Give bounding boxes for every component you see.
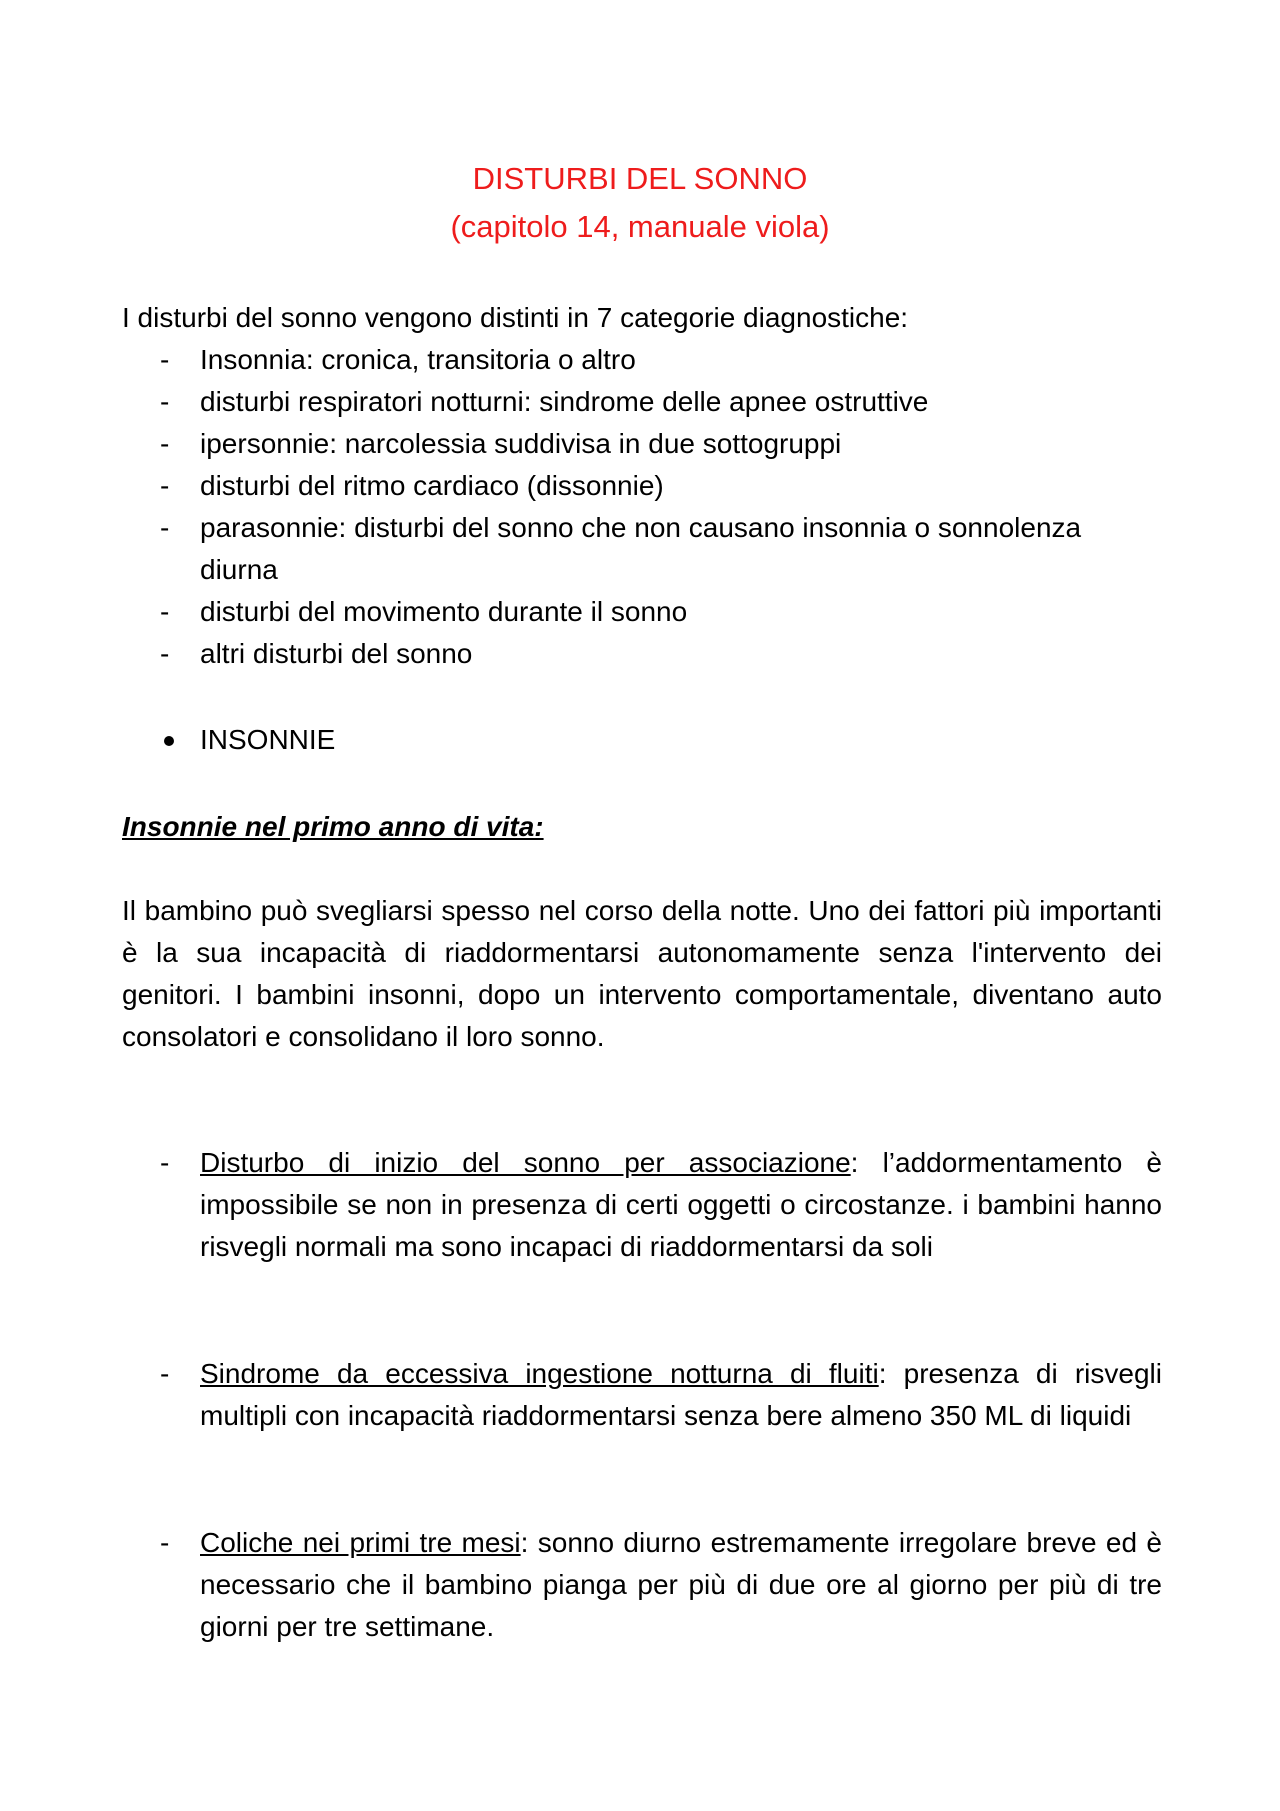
list-item: - disturbi respiratori notturni: sindrome delle apnee ostruttive — [122, 381, 1162, 423]
bullet-label: INSONNIE — [200, 724, 336, 755]
list-item: - parasonnie: disturbi del sonno che non causano insonnia o sonnolenza diurna — [122, 507, 1162, 591]
body-paragraph: Il bambino può svegliarsi spesso nel corso della notte. Uno dei fattori più importanti è la sua incapacità di riaddormentarsi autonomamente senza l'intervento dei genitori. I bambini insonni, dopo un intervento comportamentale, diventano auto consolatori e consolidano il loro sonno. — [122, 895, 1162, 1052]
dash-marker: - — [160, 638, 170, 669]
bullet-dot-icon — [164, 736, 174, 746]
item-term: Sindrome da eccessiva ingestione notturna di fluiti — [200, 1358, 879, 1389]
dash-marker: - — [160, 428, 170, 459]
list-item: - altri disturbi del sonno — [122, 633, 1162, 675]
dash-marker: - — [160, 386, 170, 417]
list-item: - disturbi del movimento durante il sonno — [122, 591, 1162, 633]
dash-marker: - — [160, 512, 170, 543]
item-term: Coliche nei primi tre mesi — [200, 1527, 521, 1558]
dash-marker: - — [160, 1147, 170, 1178]
dash-marker: - — [160, 1358, 170, 1389]
list-item: - disturbi del ritmo cardiaco (dissonnie) — [122, 465, 1162, 507]
list-item — [122, 1522, 1162, 1648]
list-item — [122, 1353, 1162, 1437]
document-title: DISTURBI DEL SONNO — [472, 161, 808, 196]
item-text: : presenza di risvegli multipli con incapacità riaddormentarsi senza bere almeno 350 ML di liquidi — [200, 1358, 1162, 1431]
categories-list — [122, 339, 1162, 675]
dash-marker: - — [160, 344, 170, 375]
dash-marker: - — [160, 470, 170, 501]
list-item: - Insonnia: cronica, transitoria o altro — [122, 339, 1162, 381]
document-subtitle: (capitolo 14, manuale viola) — [450, 209, 830, 244]
dash-marker: - — [160, 1527, 170, 1558]
dash-marker: - — [160, 596, 170, 627]
item-text: : sonno diurno estremamente irregolare breve ed è necessario che il bambino pianga per più di due ore al giorno per più di tre giorni per tre settimane. — [200, 1527, 1162, 1642]
item-term: Disturbo di inizio del sonno per associazione — [200, 1147, 851, 1178]
list-item — [122, 1142, 1162, 1268]
list-item: - ipersonnie: narcolessia suddivisa in due sottogruppi — [122, 423, 1162, 465]
section-heading: Insonnie nel primo anno di vita: — [122, 811, 544, 842]
intro-text: I disturbi del sonno vengono distinti in 7 categorie diagnostiche: — [122, 302, 909, 333]
item-text: : l’addormentamento è impossibile se non in presenza di certi oggetti o circostanze. i bambini hanno risvegli normali ma sono incapaci di riaddormentarsi da soli — [200, 1147, 1162, 1262]
